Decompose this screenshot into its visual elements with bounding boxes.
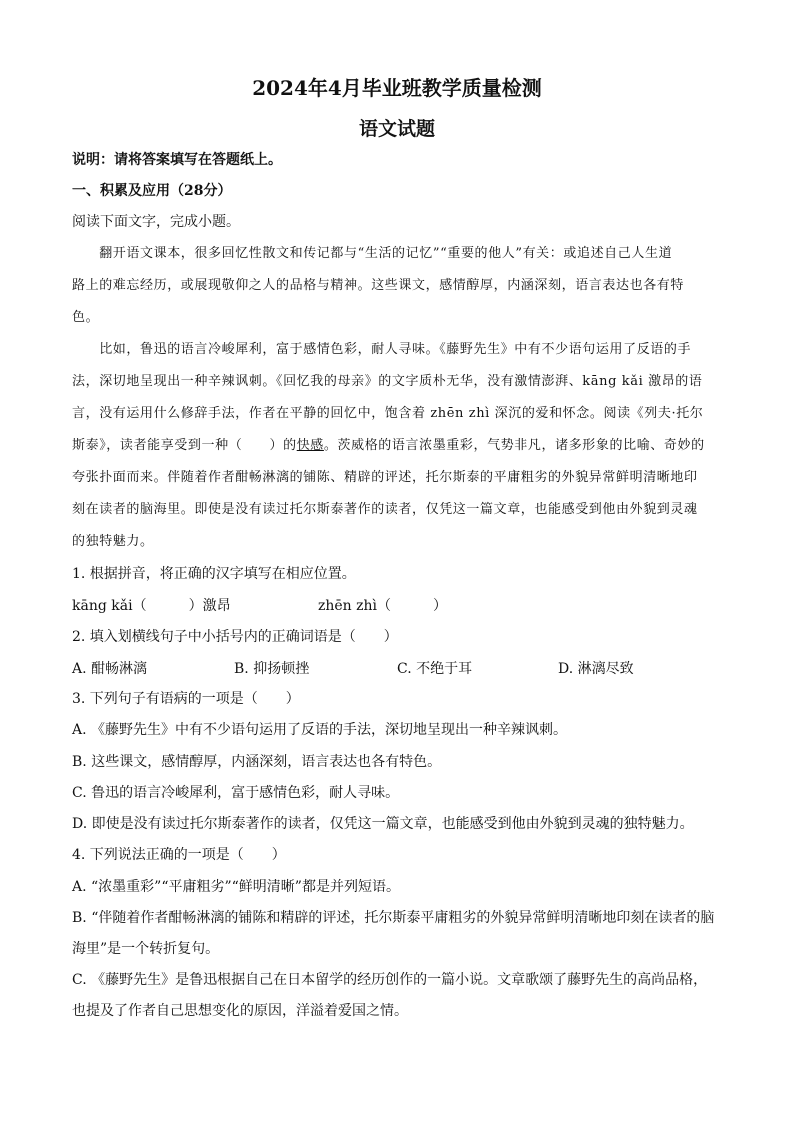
passage-text: 斯泰》，读者能享受到一种（ ）的 <box>72 438 297 453</box>
instruction: 说明：请将答案填写在答题纸上。 <box>72 152 282 168</box>
question-4-option-a: A. “浓墨重彩”“平庸粗劣”“鲜明清晰”都是并列短语。 <box>72 879 400 895</box>
question-4-stem: 4. 下列说法正确的一项是（ ） <box>72 847 286 863</box>
page-title: 2024年4月毕业班教学质量检测 <box>252 76 542 100</box>
question-4-option-c: C. 《藤野先生》是鲁迅根据自己在日本留学的经历创作的一篇小说。文章歌颂了藤野先生的高尚品格， <box>72 972 708 988</box>
question-4-option-c-cont: 也提及了作者自己思想变化的原因，洋溢着爱国之情。 <box>72 1003 408 1019</box>
underlined-word: 快感 <box>296 438 324 453</box>
passage-line: 色。 <box>72 310 100 325</box>
passage-line: 夸张扑面而来。伴随着作者酣畅淋漓的铺陈、精辟的评述，托尔斯泰的平庸粗劣的外貌异常鲜明清晰地印 <box>72 470 698 485</box>
passage-line: 路上的难忘经历，或展现敬仰之人的品格与精神。这些课文，感情醇厚，内涵深刻，语言表达也各有特 <box>72 278 685 293</box>
passage-line: 的独特魅力。 <box>72 534 154 549</box>
passage-line: 言，没有运用什么修辞手法，作者在平静的回忆中，饱含着 zhēn zhì 深沉的爱和怀念。阅读《列夫·托尔 <box>72 406 704 421</box>
section-intro: 阅读下面文字，完成小题。 <box>72 214 240 230</box>
passage-line: 翻开语文课本，很多回忆性散文和传记都与“生活的记忆”“重要的他人”有关：或追述自己人生道 <box>72 246 673 261</box>
passage-line: 比如，鲁迅的语言冷峻犀利，富于感情色彩，耐人寻味。《藤野先生》中有不少语句运用了反语的手 <box>72 342 692 357</box>
question-2-stem: 2. 填入划横线句子中小括号内的正确词语是（ ） <box>72 629 398 645</box>
question-3-option-b: B. 这些课文，感情醇厚，内涵深刻，语言表达也各有特色。 <box>72 754 442 770</box>
question-1-blank-b: zhēn zhì（ ） <box>318 598 448 614</box>
passage-line: 刻在读者的脑海里。即使是没有读过托尔斯泰著作的读者，仅凭这一篇文章，也能感受到他由外貌到灵魂 <box>72 502 698 517</box>
question-2-option-d: D. 淋漓尽致 <box>558 661 634 677</box>
question-3-option-a: A. 《藤野先生》中有不少语句运用了反语的手法，深切地呈现出一种辛辣讽刺。 <box>72 722 568 738</box>
question-2-option-a: A. 酣畅淋漓 <box>72 661 148 677</box>
passage-line: 法，深切地呈现出一种辛辣讽刺。《回忆我的母亲》的文字质朴无华，没有激情澎湃、kāng kǎi 激昂的语 <box>72 374 703 389</box>
question-3-option-c: C. 鲁迅的语言冷峻犀利，富于感情色彩，耐人寻味。 <box>72 785 400 801</box>
page-subtitle: 语文试题 <box>358 118 435 140</box>
question-1-blank-a: kāng kǎi（ ）激昂 <box>72 598 231 614</box>
section-heading: 一、积累及应用（28分） <box>72 183 232 199</box>
question-1-stem: 1. 根据拼音，将正确的汉字填写在相应位置。 <box>72 566 356 582</box>
question-3-stem: 3. 下列句子有语病的一项是（ ） <box>72 691 300 707</box>
question-2-option-c: C. 不绝于耳 <box>397 661 473 677</box>
passage-text: 。茨威格的语言浓墨重彩，气势非凡，诸多形象的比喻、奇妙的 <box>323 438 705 453</box>
question-4-option-b: B. “伴随着作者酣畅淋漓的铺陈和精辟的评述，托尔斯泰平庸粗劣的外貌异常鲜明清晰地印刻在读者的脑 <box>72 910 715 926</box>
passage-line <box>72 436 705 456</box>
question-3-option-d: D. 即使是没有读过托尔斯泰著作的读者，仅凭这一篇文章，也能感受到他由外貌到灵魂的独特魅力。 <box>72 816 694 832</box>
question-2-option-b: B. 抑扬顿挫 <box>234 661 310 677</box>
question-4-option-b-cont: 海里”是一个转折复句。 <box>72 941 220 957</box>
